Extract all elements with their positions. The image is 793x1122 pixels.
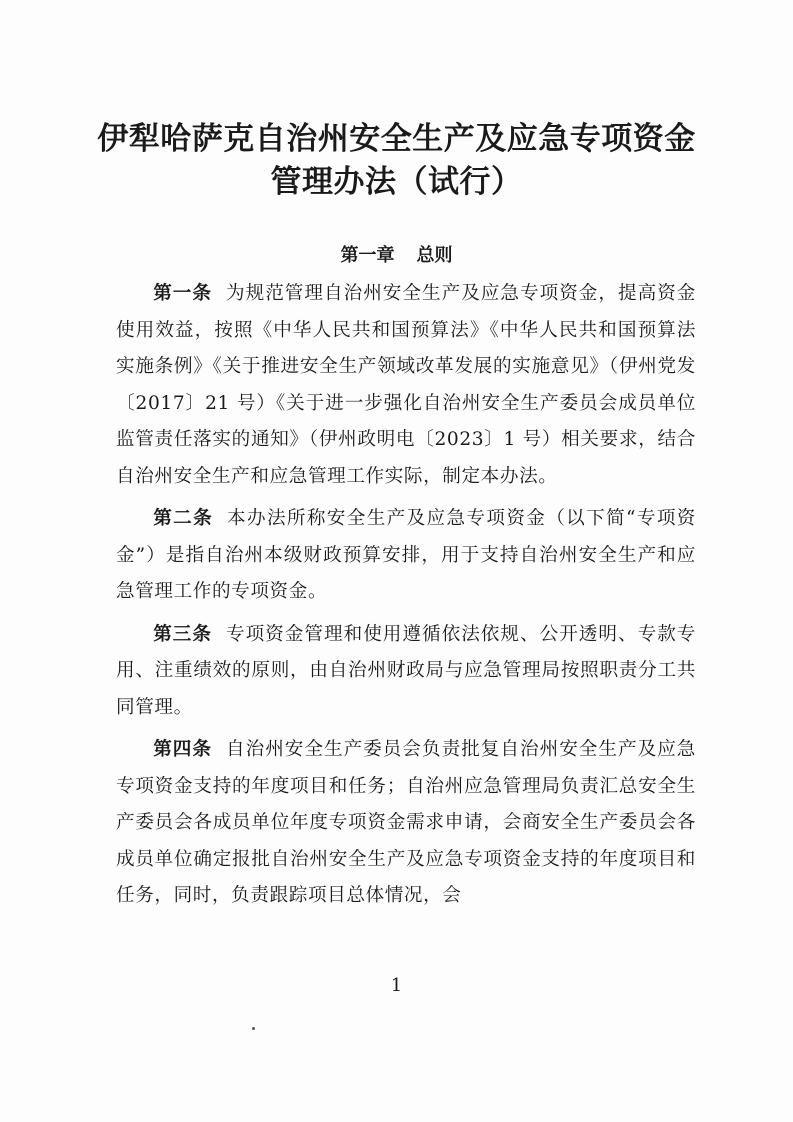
article-1-text: 为规范管理自治州安全生产及应急专项资金，提高资金使用效益，按照《中华人民共和国预算法》《中华人民共和国预算法实施条例》《关于推进安全生产领域改革发展的实施意见》（伊州党发〔2017〕21 号）《关于进一步强化自治州安全生产委员会成员单位监管责任落实的通知》（伊州政明电〔2023〕1 号）相关要求，结合自治州安全生产和应急管理工作实际，制定本办法。 bbox=[116, 283, 696, 487]
chapter-number: 第一章 bbox=[340, 245, 395, 266]
article-4-text: 自治州安全生产委员会负责批复自治州安全生产及应急专项资金支持的年度项目和任务；自治州应急管理局负责汇总安全生产委员会各成员单位年度专项资金需求申请，会商安全生产委员会各成员单位确定报批自治州安全生产及应急专项资金支持的年度项目和任务，同时，负责跟踪项目总体情况，会 bbox=[116, 739, 696, 906]
document-title-line-1: 伊犁哈萨克自治州安全生产及应急专项资金 bbox=[97, 121, 696, 157]
article-3-text: 专项资金管理和使用遵循依法依规、公开透明、专款专用、注重绩效的原则，由自治州财政局与应急管理局按照职责分工共同管理。 bbox=[116, 623, 696, 718]
article-1 bbox=[116, 276, 696, 495]
article-3 bbox=[116, 617, 696, 727]
article-2-label: 第二条 bbox=[153, 508, 214, 529]
article-2 bbox=[116, 501, 696, 611]
article-4-label: 第四条 bbox=[153, 739, 212, 760]
article-3-label: 第三条 bbox=[153, 623, 212, 645]
chapter-name: 总则 bbox=[416, 245, 453, 266]
scan-speck bbox=[252, 1027, 255, 1030]
chapter-heading bbox=[0, 242, 793, 270]
page-number: 1 bbox=[390, 975, 403, 996]
article-4 bbox=[116, 732, 696, 915]
article-2-text: 本办法所称安全生产及应急专项资金（以下简“专项资金”）是指自治州本级财政预算安排，用于支持自治州安全生产和应急管理工作的专项资金。 bbox=[116, 508, 696, 602]
article-1-label: 第一条 bbox=[153, 283, 212, 304]
document-body bbox=[116, 276, 696, 921]
document-title-line-2: 管理办法（试行） bbox=[270, 164, 523, 200]
